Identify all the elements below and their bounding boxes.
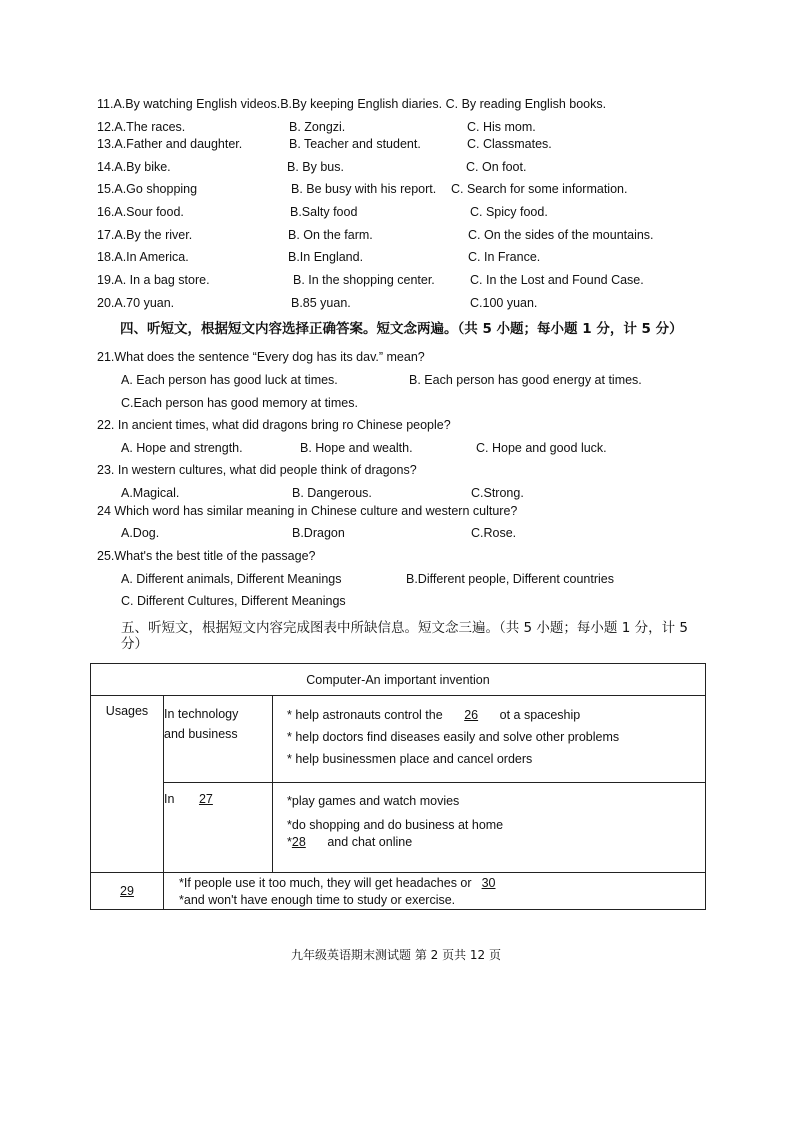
q19-option-c: C. In the Lost and Found Case. (470, 273, 644, 287)
q14-option-c: C. On foot. (466, 160, 527, 174)
q16-option-a: 16.A.Sour food. (97, 205, 184, 219)
q15-option-c: C. Search for some information. (451, 182, 628, 196)
question-11 (97, 97, 606, 111)
q12-option-a: 12.A.The races. (97, 120, 186, 134)
q22-option-b: B. Hope and wealth. (300, 441, 413, 455)
q18-option-a: 18.A.In America. (97, 250, 189, 264)
q24-stem: 24 Which word has similar meaning in Chinese culture and western culture? (97, 504, 518, 518)
q17-option-b: B. On the farm. (288, 228, 373, 242)
q15-option-b: B. Be busy with his report. (291, 182, 437, 196)
q11-option-b: B.By keeping English diaries. (280, 97, 443, 111)
q25-option-c: C. Different Cultures, Different Meanings (121, 594, 346, 608)
section-5-heading-cont: 分） (121, 636, 148, 652)
q21-option-b: B. Each person has good energy at times. (409, 373, 642, 387)
q23-option-b: B. Dangerous. (292, 486, 372, 500)
q22-option-a: A. Hope and strength. (121, 441, 243, 455)
tech-item-3: * help businessmen place and cancel orders (287, 752, 533, 766)
table-title (91, 664, 706, 696)
table-title-text: Computer-An important invention (306, 672, 490, 687)
q24-option-a: A.Dog. (121, 526, 160, 540)
problem-line-2: *and won't have enough time to study or exercise. (179, 893, 456, 907)
q17-option-c: C. On the sides of the mountains. (468, 228, 654, 242)
q22-stem: 22. In ancient times, what did dragons bring ro Chinese people? (97, 418, 451, 432)
home-items-cell (273, 783, 706, 873)
section-5-heading: 五、听短文，根据短文内容完成图表中所缺信息。短文念三遍。（共 5 小题；每小题 1 分，计 5 (121, 620, 688, 636)
q11-option-c: C. By reading English books. (445, 97, 607, 111)
q25-stem: 25.What's the best title of the passage? (97, 549, 316, 563)
q21-option-c: C.Each person has good memory at times. (121, 396, 358, 410)
problem-line-1-text: *If people use it too much, they will get headaches or (179, 876, 472, 890)
q18-option-c: C. In France. (468, 250, 541, 264)
tech-item-1 (287, 704, 705, 726)
usages-label-cell (91, 696, 164, 873)
blank-28: 28 (291, 835, 306, 849)
home-item-1: *play games and watch movies (287, 794, 460, 808)
in-label: In (164, 792, 175, 806)
tech-item-2: * help doctors find diseases easily and solve other problems (287, 730, 620, 744)
problem-line-1 (179, 875, 705, 892)
home-label-cell (164, 783, 273, 873)
q18-option-b: B.In England. (288, 250, 364, 264)
q20-option-c: C.100 yuan. (470, 296, 538, 310)
home-item-3 (287, 835, 705, 849)
problems-cell (164, 873, 706, 910)
q24-option-b: B.Dragon (292, 526, 345, 540)
home-item-3-text: and chat online (327, 835, 413, 849)
tech-label-line1: In technology (164, 707, 239, 721)
home-item-3-star: * (287, 835, 292, 849)
q14-option-a: 14.A.By bike. (97, 160, 171, 174)
tech-label-cell (164, 696, 273, 783)
q16-option-b: B.Salty food (290, 205, 358, 219)
q23-option-a: A.Magical. (121, 486, 180, 500)
q12-option-c: C. His mom. (467, 120, 536, 134)
q19-option-a: 19.A. In a bag store. (97, 273, 210, 287)
q25-option-a: A. Different animals, Different Meanings (121, 572, 342, 586)
q12-option-b: B. Zongzi. (289, 120, 346, 134)
q21-stem: 21.What does the sentence “Every dog has its dav.” mean? (97, 350, 425, 364)
blank-27: 27 (198, 792, 213, 806)
tech-items-cell (273, 696, 706, 783)
q17-option-a: 17.A.By the river. (97, 228, 193, 242)
q21-option-a: A. Each person has good luck at times. (121, 373, 338, 387)
tech-item-1-end: ot a spaceship (499, 708, 581, 722)
section-4-heading: 四、听短文，根据短文内容选择正确答案。短文念两遍。（共 5 小题；每小题 1 分，计 5 分） (120, 321, 683, 337)
q13-option-b: B. Teacher and student. (289, 137, 421, 151)
q23-option-c: C.Strong. (471, 486, 524, 500)
tech-item-1-text: * help astronauts control the (287, 708, 443, 722)
blank-29: 29 (120, 884, 134, 898)
q15-option-a: 15.A.Go shopping (97, 182, 198, 196)
page-footer: 九年级英语期末测试题 第 2 页共 12 页 (291, 948, 501, 962)
q13-option-a: 13.A.Father and daughter. (97, 137, 243, 151)
q11-option-a: 11.A.By watching English videos. (97, 97, 281, 111)
q22-option-c: C. Hope and good luck. (476, 441, 607, 455)
q16-option-c: C. Spicy food. (470, 205, 548, 219)
blank-26: 26 (464, 708, 479, 722)
q23-stem: 23. In western cultures, what did people think of dragons? (97, 463, 417, 477)
q20-option-a: 20.A.70 yuan. (97, 296, 175, 310)
blank-30: 30 (481, 876, 496, 890)
q24-option-c: C.Rose. (471, 526, 517, 540)
blank-29-cell (91, 873, 164, 910)
home-item-2: *do shopping and do business at home (287, 818, 504, 832)
q20-option-b: B.85 yuan. (291, 296, 351, 310)
usages-label: Usages (105, 704, 149, 718)
q14-option-b: B. By bus. (287, 160, 344, 174)
q13-option-c: C. Classmates. (467, 137, 552, 151)
q19-option-b: B. In the shopping center. (293, 273, 435, 287)
tech-label-line2: and business (164, 727, 238, 741)
info-table (90, 663, 706, 910)
q25-option-b: B.Different people, Different countries (406, 572, 614, 586)
